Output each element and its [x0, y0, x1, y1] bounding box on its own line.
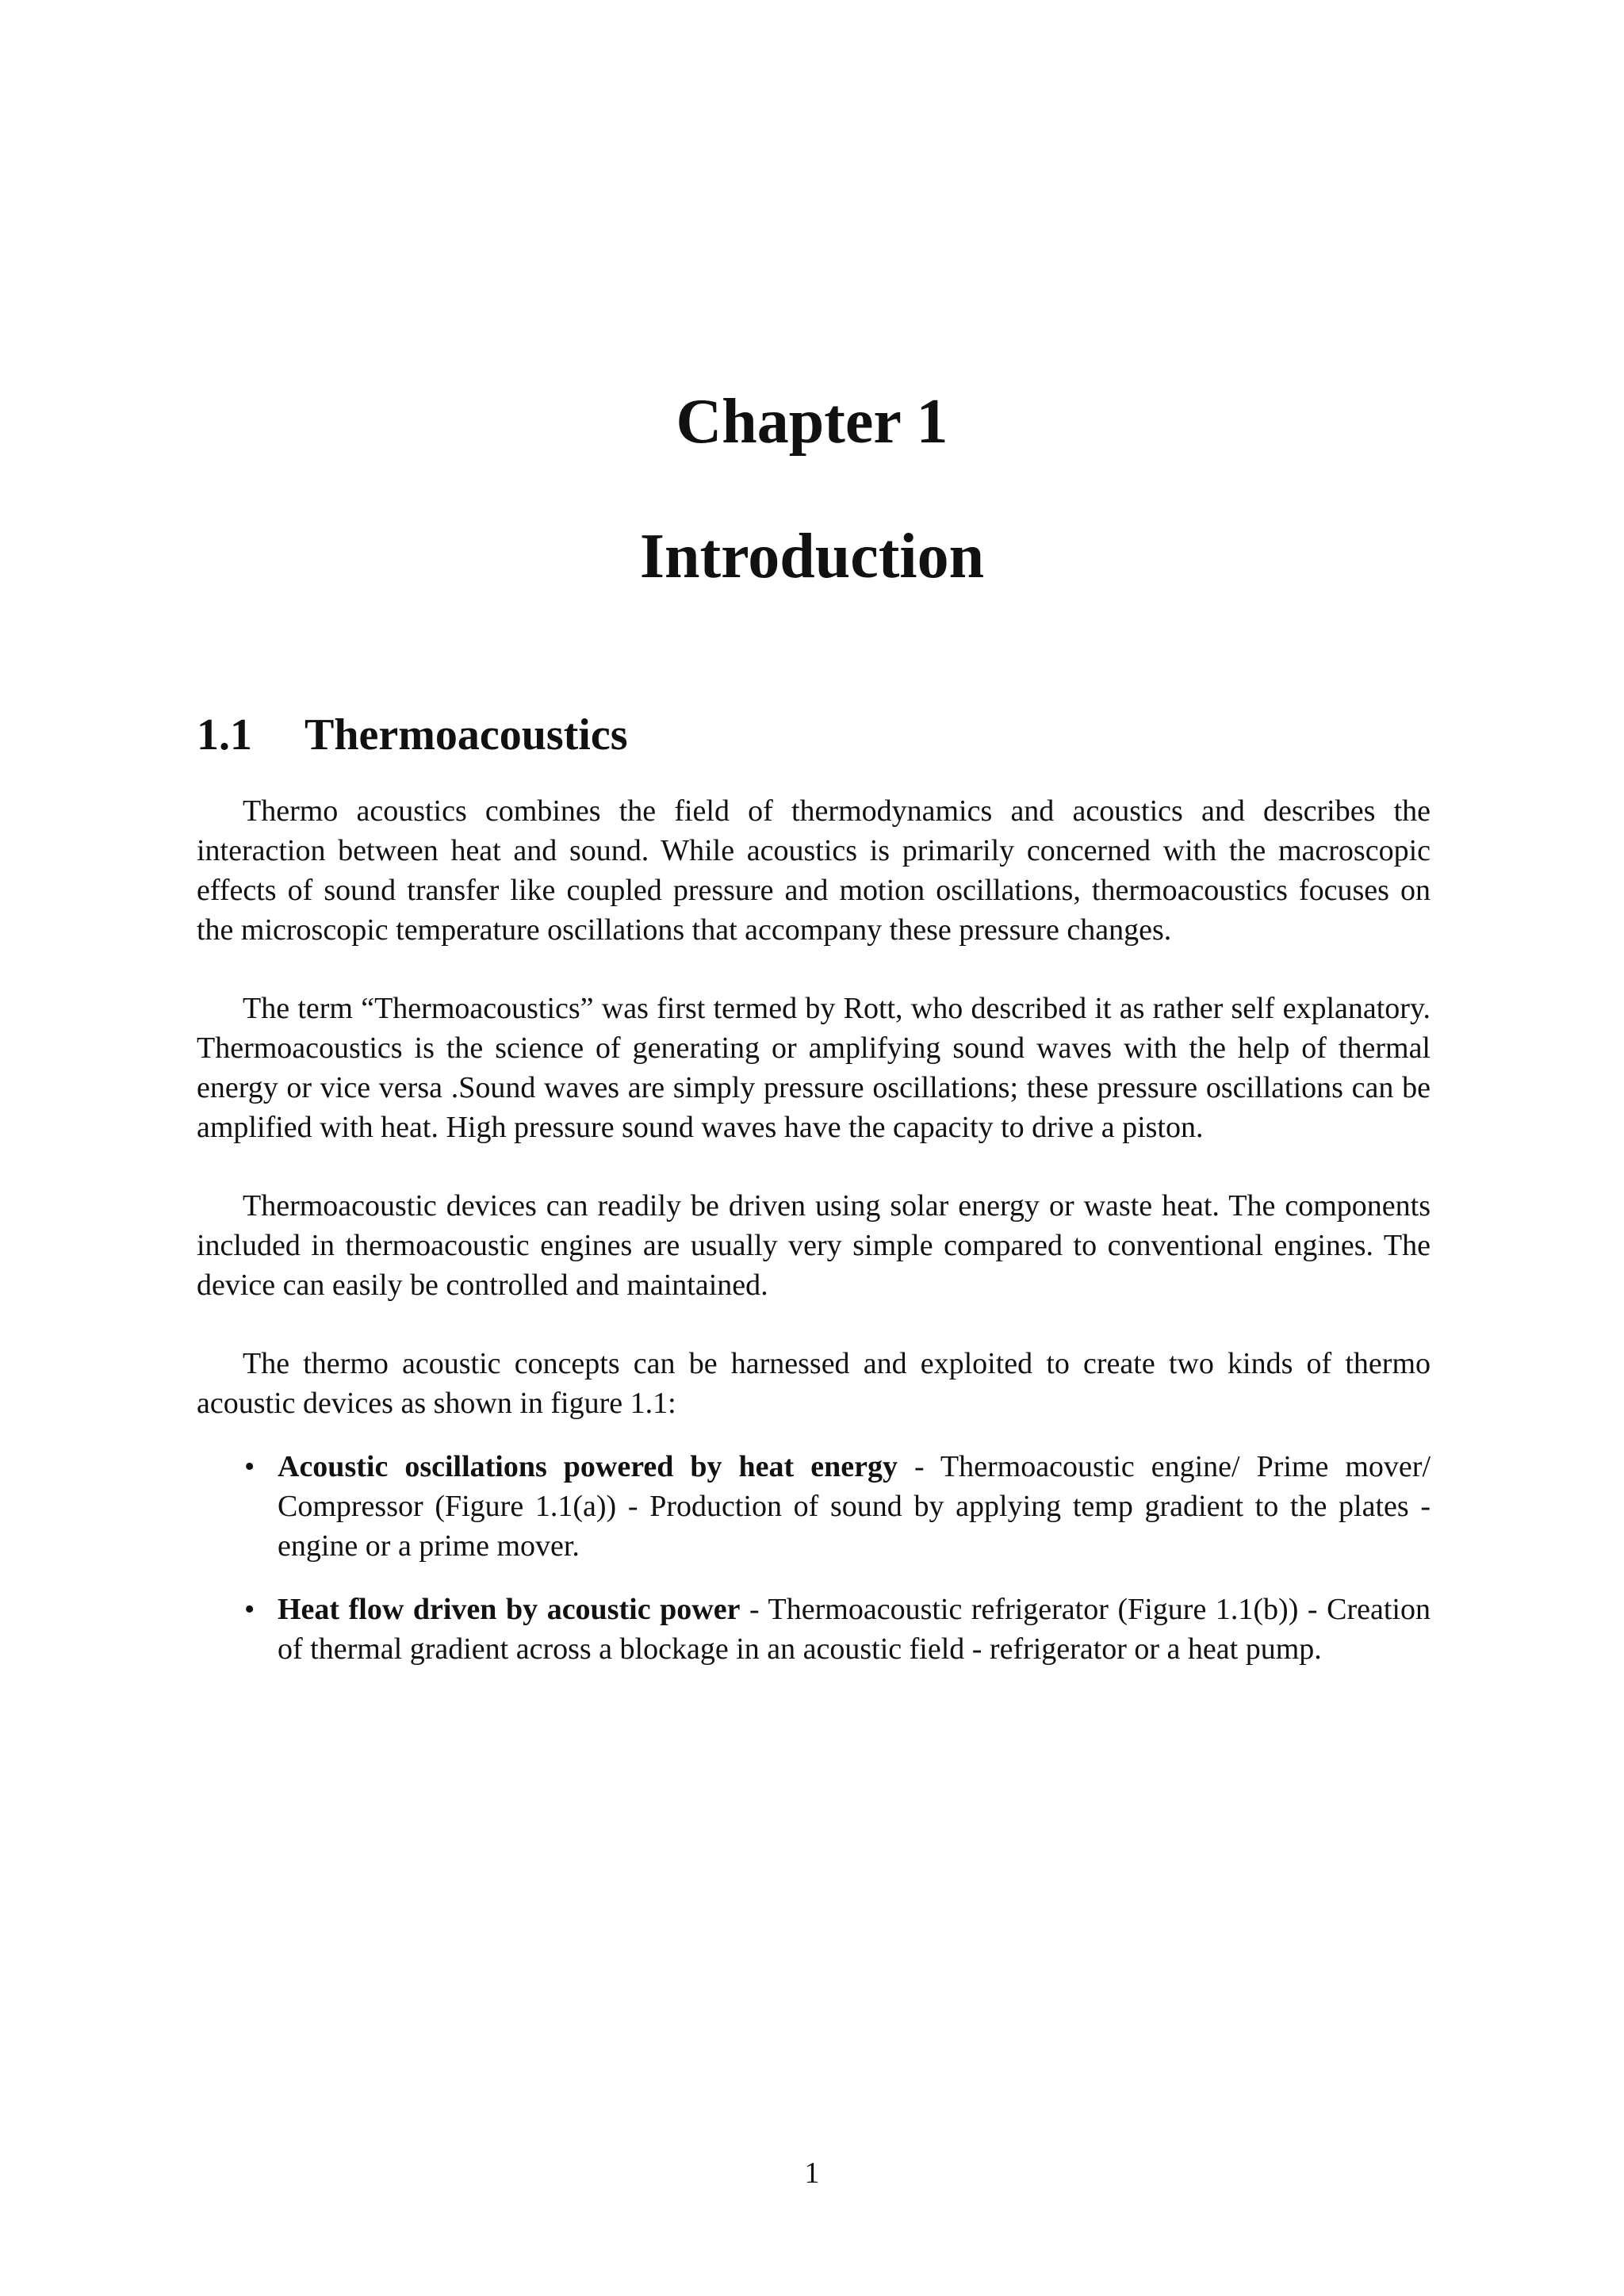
- body-text: [197, 791, 1431, 1693]
- page-number: 1: [804, 2156, 820, 2190]
- bullet-dot-icon: •: [244, 1450, 255, 1483]
- section-heading: [197, 707, 628, 763]
- paragraph-2: The term “Thermoacoustics” was first termed by Rott, who described it as rather self explanatory. Thermoacoustics is the science of generating or amplifying sound waves with the help of thermal energy or vice versa .Sound waves are simply pressure oscillations; these pressure oscillations can be amplified with heat. High pressure sound waves have the capacity to drive a piston.: [197, 992, 1431, 1144]
- bullet-text: - Thermoacoustic refrigerator (Figure 1.1(b)) - Creation of thermal gradient across a blockage in an acoustic field - refrigerator or a heat pump.: [278, 1593, 1431, 1666]
- bullet-item-acoustic-driven-heat-flow: [244, 1590, 1431, 1669]
- bullet-list: [197, 1447, 1431, 1669]
- paragraph-1: Thermo acoustics combines the field of thermodynamics and acoustics and describes the interaction between heat and sound. While acoustics is primarily concerned with the macroscopic effects of sound transfer like coupled pressure and motion oscillations, thermoacoustics focuses on the microscopic temperature oscillations that accompany these pressure changes.: [197, 794, 1431, 947]
- bullet-lead: Acoustic oscillations powered by heat energy: [278, 1450, 898, 1483]
- bullet-text: - Thermoacoustic engine/ Prime mover/ Compressor (Figure 1.1(a)) - Production of sound by applying temp gradient to the plates - engine or a prime mover.: [278, 1450, 1431, 1563]
- section-title: Thermoacoustics: [304, 710, 628, 760]
- section-number: 1.1: [197, 710, 252, 760]
- paragraph-3: Thermoacoustic devices can readily be driven using solar energy or waste heat. The components included in thermoacoustic engines are usually very simple compared to conventional engines. The device can easily be controlled and maintained.: [197, 1189, 1431, 1302]
- bullet-dot-icon: •: [244, 1593, 255, 1626]
- paragraph-4: The thermo acoustic concepts can be harnessed and exploited to create two kinds of thermo acoustic devices as shown in figure 1.1:: [197, 1347, 1431, 1420]
- chapter-label: Chapter 1: [676, 387, 948, 457]
- chapter-title: Introduction: [639, 522, 985, 591]
- bullet-lead: Heat flow driven by acoustic power: [278, 1593, 741, 1626]
- bullet-item-heat-driven-oscillations: [244, 1447, 1431, 1566]
